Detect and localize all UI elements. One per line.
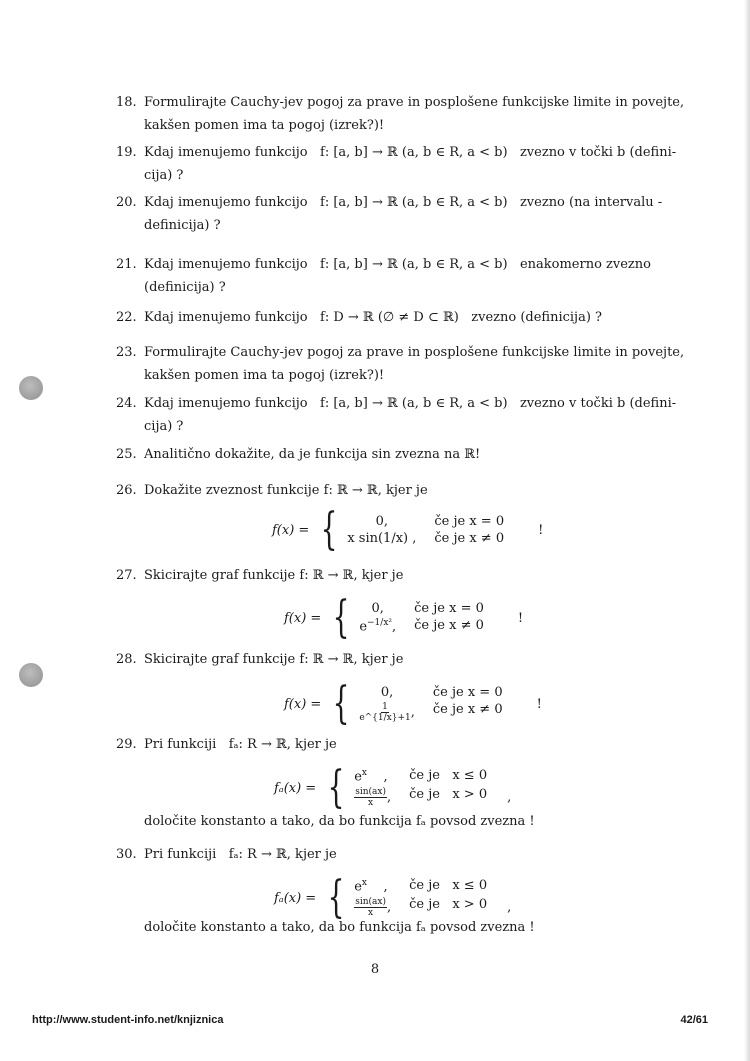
question-text: Pri funkciji fₐ: R → ℝ, kjer je [144, 737, 337, 752]
case-value: $\frac{\sin(ax)}{x}$ , [355, 896, 392, 918]
question-29 [116, 733, 636, 756]
case-value: 0, [375, 514, 389, 529]
formula-30: fₐ(x) = { $e^x$ , če je x ≤ 0 $\frac{\sin(ax)}{x}$ , če je x > 0 , [274, 872, 512, 923]
question-19 [116, 141, 677, 187]
question-text: (definicija) ? [144, 280, 226, 295]
formula-tail: , [507, 899, 512, 915]
question-20 [116, 191, 663, 237]
case-condition: če je x ≠ 0 [432, 702, 503, 717]
formula-tail: ! [536, 696, 542, 712]
question-text: Kdaj imenujemo funkcijo f: D → ℝ (∅ ≠ D ⊂ ℝ) zvezno (definicija) ? [144, 310, 603, 325]
case-value: 0, [380, 685, 394, 700]
punch-hole [19, 376, 43, 400]
question-number: 27. [116, 568, 137, 583]
question-28 [116, 648, 636, 671]
formula-lhs: f(x) = [272, 522, 310, 538]
formula-29: fₐ(x) = { $e^x$ , če je x ≤ 0 $\frac{\sin(ax)}{x}$ , če je x > 0 , [274, 762, 512, 813]
case-condition: če je x = 0 [434, 514, 505, 529]
question-number: 29. [116, 737, 137, 752]
case-value: x sin(1/x) , [347, 531, 417, 546]
footer-url[interactable]: http://www.student-info.net/knjiznica [32, 1014, 224, 1026]
formula-27: f(x) = { 0, če je x = 0 $e^{-1/x^2}$, če je x ≠ 0 ! [284, 592, 524, 643]
formula-lhs: f(x) = [284, 696, 322, 712]
question-25 [116, 443, 636, 466]
formula-26: f(x) = { 0, če je x = 0 x sin(1/x) , če je x ≠ 0 ! [272, 504, 544, 555]
question-number: 26. [116, 483, 137, 498]
question-21 [116, 253, 651, 299]
formula-tail: ! [517, 610, 524, 626]
question-number: 20. [116, 195, 137, 210]
case-value: $e^x$ , [354, 768, 388, 785]
question-number: 23. [116, 345, 137, 360]
question-text: Pri funkciji fₐ: R → ℝ, kjer je [144, 847, 337, 862]
formula-28: f(x) = { 0, če je x = 0 $\frac{1}{e\^{}\{1/x\}+1}$ , če je x ≠ 0 ! [284, 678, 542, 729]
scan-edge [744, 0, 750, 1061]
case-condition: če je x ≠ 0 [434, 531, 505, 546]
case-condition: če je x = 0 [432, 685, 503, 700]
question-number: 19. [116, 145, 137, 160]
case-condition: če je x ≤ 0 [409, 768, 488, 784]
question-30 [116, 843, 636, 866]
question-number: 18. [116, 95, 137, 110]
question-text: Formulirajte Cauchy-jev pogoj za prave in posplošene funkcijske limite in povejte, [144, 345, 685, 360]
case-condition: če je x = 0 [414, 601, 484, 617]
question-number: 24. [116, 396, 137, 411]
question-text: Analitično dokažite, da je funkcija sin zvezna na ℝ! [144, 447, 481, 462]
question-text: Formulirajte Cauchy-jev pogoj za prave in posplošene funkcijske limite in povejte, [144, 95, 685, 110]
question-23 [116, 341, 685, 387]
page-number: 8 [370, 962, 380, 977]
conclusion-30: določite konstanto a tako, da bo funkcija fₐ povsod zvezna ! [144, 920, 535, 935]
formula-lhs: fₐ(x) = [274, 890, 317, 906]
footer-page-count: 42/61 [680, 1014, 708, 1026]
question-text: Kdaj imenujemo funkcijo f: [a, b] → ℝ (a, b ∈ R, a < b) zvezno v točki b (defini- [144, 145, 677, 160]
case-condition: če je x ≠ 0 [414, 618, 484, 634]
question-number: 21. [116, 257, 137, 272]
question-text: Kdaj imenujemo funkcijo f: [a, b] → ℝ (a, b ∈ R, a < b) zvezno (na intervalu - [144, 195, 663, 210]
question-24 [116, 392, 677, 438]
question-26 [116, 479, 636, 502]
punch-hole [19, 663, 43, 687]
question-text: kakšen pomen ima ta pogoj (izrek?)! [144, 118, 385, 133]
question-text: Kdaj imenujemo funkcijo f: [a, b] → ℝ (a, b ∈ R, a < b) enakomerno zvezno [144, 257, 651, 272]
question-text: Kdaj imenujemo funkcijo f: [a, b] → ℝ (a, b ∈ R, a < b) zvezno v točki b (defini- [144, 396, 677, 411]
question-number: 25. [116, 447, 137, 462]
question-text: cija) ? [144, 168, 184, 183]
question-text: Skicirajte graf funkcije f: ℝ → ℝ, kjer je [144, 568, 404, 583]
question-text: cija) ? [144, 419, 184, 434]
question-text: kakšen pomen ima ta pogoj (izrek?)! [144, 368, 385, 383]
question-number: 30. [116, 847, 137, 862]
question-text: Skicirajte graf funkcije f: ℝ → ℝ, kjer je [144, 652, 404, 667]
conclusion-29: določite konstanto a tako, da bo funkcija fₐ povsod zvezna ! [144, 814, 535, 829]
case-value: $e^x$ , [354, 878, 388, 895]
question-27 [116, 564, 636, 587]
case-condition: če je x > 0 [409, 896, 488, 912]
case-value: $\frac{1}{e\^{}\{1/x\}+1}$ , [359, 702, 415, 723]
question-text: definicija) ? [144, 218, 221, 233]
question-number: 28. [116, 652, 137, 667]
formula-tail: ! [538, 522, 544, 538]
case-value: $\frac{\sin(ax)}{x}$ , [355, 786, 392, 808]
question-18 [116, 91, 685, 137]
case-condition: če je x > 0 [409, 786, 488, 802]
question-number: 22. [116, 310, 137, 325]
case-value: 0, [371, 601, 384, 617]
formula-tail: , [507, 789, 512, 805]
question-22 [116, 306, 636, 329]
question-text: Dokažite zveznost funkcije f: ℝ → ℝ, kjer je [144, 483, 428, 498]
case-value: $e^{-1/x^2}$, [359, 618, 397, 635]
formula-lhs: f(x) = [284, 610, 322, 626]
case-condition: če je x ≤ 0 [409, 878, 488, 894]
formula-lhs: fₐ(x) = [274, 780, 317, 796]
